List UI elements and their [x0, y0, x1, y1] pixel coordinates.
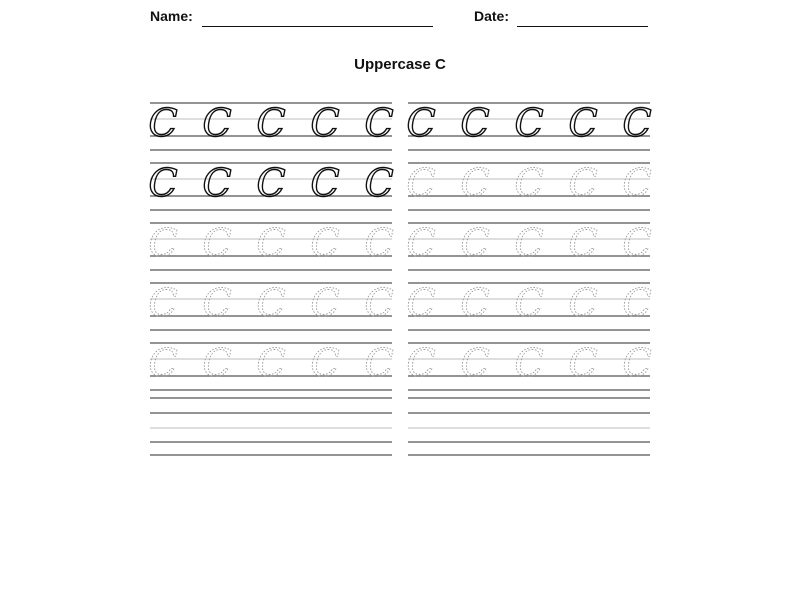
trace-letter: C	[202, 281, 232, 325]
model-letter: C	[310, 101, 340, 145]
trace-letter: C	[514, 161, 544, 205]
model-letter: C	[514, 101, 544, 145]
trace-letter: C	[310, 341, 340, 385]
model-letter: C	[202, 161, 232, 205]
name-label: Name:	[150, 8, 193, 24]
trace-letter: C	[364, 341, 394, 385]
model-letter: C	[148, 101, 178, 145]
model-letter: C	[568, 101, 598, 145]
trace-letter: C	[364, 281, 394, 325]
model-letter: C	[622, 101, 652, 145]
trace-letter: C	[514, 221, 544, 265]
trace-letter: C	[568, 161, 598, 205]
trace-letter: C	[622, 341, 652, 385]
trace-letter: C	[568, 341, 598, 385]
model-letter: C	[406, 101, 436, 145]
trace-letter: C	[148, 281, 178, 325]
model-letter: C	[202, 101, 232, 145]
trace-letter: C	[460, 221, 490, 265]
model-letter: C	[256, 161, 286, 205]
trace-letter: C	[406, 221, 436, 265]
trace-letter: C	[406, 341, 436, 385]
trace-letter: C	[514, 341, 544, 385]
date-label: Date:	[474, 8, 510, 24]
trace-letter: C	[622, 281, 652, 325]
model-letter: C	[256, 101, 286, 145]
model-letter: C	[148, 161, 178, 205]
trace-letter: C	[460, 161, 490, 205]
trace-letter: C	[514, 281, 544, 325]
model-letter: C	[364, 101, 394, 145]
page-title: Uppercase C	[354, 56, 446, 73]
model-letter: C	[364, 161, 394, 205]
trace-letter: C	[256, 341, 286, 385]
trace-letter: C	[622, 221, 652, 265]
trace-letter: C	[364, 221, 394, 265]
trace-letter: C	[256, 221, 286, 265]
trace-letter: C	[310, 221, 340, 265]
trace-letter: C	[568, 281, 598, 325]
trace-letter: C	[148, 341, 178, 385]
trace-letter: C	[202, 341, 232, 385]
trace-letter: C	[460, 281, 490, 325]
model-letter: C	[460, 101, 490, 145]
trace-letter: C	[406, 281, 436, 325]
trace-letter: C	[256, 281, 286, 325]
trace-letter: C	[406, 161, 436, 205]
model-letter: C	[310, 161, 340, 205]
trace-letter: C	[202, 221, 232, 265]
trace-letter: C	[568, 221, 598, 265]
trace-letter: C	[460, 341, 490, 385]
trace-letter: C	[622, 161, 652, 205]
trace-letter: C	[310, 281, 340, 325]
trace-letter: C	[148, 221, 178, 265]
